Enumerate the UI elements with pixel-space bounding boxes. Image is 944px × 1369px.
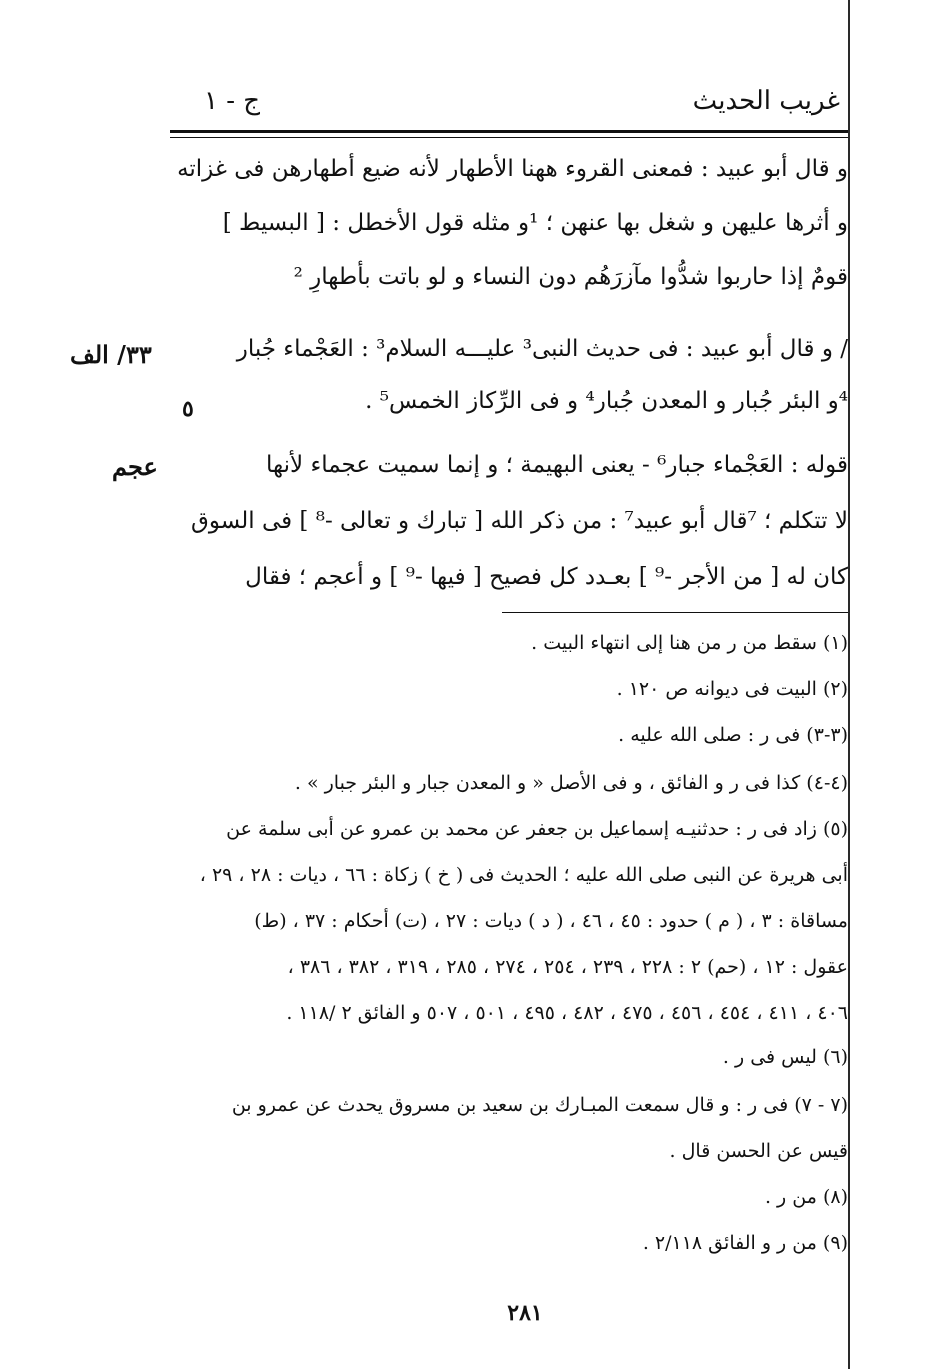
margin-keyword: عجم [112, 452, 158, 481]
text-line: / و قال أبو عبيد : فى حديث النبى³ عليـــه السلام³ : العَجْماء جُبار [236, 336, 848, 362]
footnote: (٢) البيت فى ديوانه ص ١٢٠ . [616, 678, 848, 700]
footnote: ٤٠٦ ، ٤١١ ، ٤٥٤ ، ٤٥٦ ، ٤٧٥ ، ٤٨٢ ، ٤٩٥ ، ٥٠١ ، ٥٠٧ و الفائق ٢ /١١٨ . [286, 1002, 848, 1024]
footnote-separator [502, 612, 848, 613]
text-line: ⁴و البئر جُبار و المعدن جُبار⁴ و فى الرِّكاز الخمس⁵ . [365, 388, 848, 414]
footnote: (٤-٤) كذا فى ر و الفائق ، و فى الأصل « و المعدن جبار و البئر جبار » . [294, 772, 848, 794]
footnote: أبى هريرة عن النبى صلى الله عليه ؛ الحديث فى ( خ ) زكاة : ٦٦ ، ديات : ٢٨ ، ٢٩ ، [199, 864, 848, 886]
footnote: مساقاة : ٣ ، ( م ) حدود : ٤٥ ، ٤٦ ، ( د ) ديات : ٢٧ ، (ت) أحكام : ٣٧ ، (ط) [254, 910, 848, 932]
footnote: قيس عن الحسن قال . [669, 1140, 848, 1162]
margin-folio-mark: ٣٣/ الف [70, 340, 152, 369]
text-line: و أثرها عليهن و شغل بها عنهن ؛ ¹و مثله قول الأخطل : [ البسيط ] [222, 210, 848, 236]
text-line: و قال أبو عبيد : فمعنى القروء ههنا الأطهار لأنه ضيع أطهارهن فى غزاته [177, 156, 848, 182]
footnote: عقول : ١٢ ، (حم) ٢ : ٢٢٨ ، ٢٣٩ ، ٢٥٤ ، ٢٧٤ ، ٢٨٥ ، ٣١٩ ، ٣٨٢ ، ٣٨٦ ، [287, 956, 848, 978]
footnote: (٨) من ر . [764, 1186, 848, 1208]
page-edge-line [848, 0, 850, 1369]
header-rule-thin [170, 137, 848, 138]
footnote: (٧ - ٧) فى ر : و قال سمعت المبـارك بن سعيد بن مسروق يحدث عن عمرو بن [231, 1094, 848, 1116]
footnote: (٣-٣) فى ر : صلى الله عليه . [618, 724, 848, 746]
footnote: (٩) من ر و الفائق ٢/١١٨ . [642, 1232, 848, 1254]
page-number: ٢٨١ [507, 1300, 543, 1326]
text-line: لا تتكلم ؛ ⁷قال أبو عبيد⁷ : من ذكر الله [ تبارك و تعالى -⁸ ] فى السوق [191, 508, 848, 534]
footnote: (٦) ليس فى ر . [722, 1046, 848, 1068]
text-line: قوله : العَجْماء جبار⁶ - يعنى البهيمة ؛ و إنما سميت عجماء لأنها [266, 452, 848, 478]
header-rule-thick [170, 130, 848, 133]
footnote: (١) سقط من ر من هنا إلى انتهاء البيت . [531, 632, 848, 654]
running-header-volume: ج - ١ [204, 86, 261, 116]
poem-verse: قومٌ إذا حاربوا شدُّوا مآزرَهُم دون النساء و لو باتت بأطهارِ ² [293, 264, 848, 290]
text-line: كان له [ من الأجر -⁹ ] بعـدد كل فصيح [ فيها -⁹ ] و أعجم ؛ فقال [245, 564, 848, 590]
footnote: (٥) زاد فى ر : حدثنيـه إسماعيل بن جعفر عن محمد بن عمرو عن أبى سلمة عن [226, 818, 848, 840]
running-header-title: غريب الحديث [692, 86, 840, 116]
margin-line-number: ٥ [182, 396, 194, 422]
